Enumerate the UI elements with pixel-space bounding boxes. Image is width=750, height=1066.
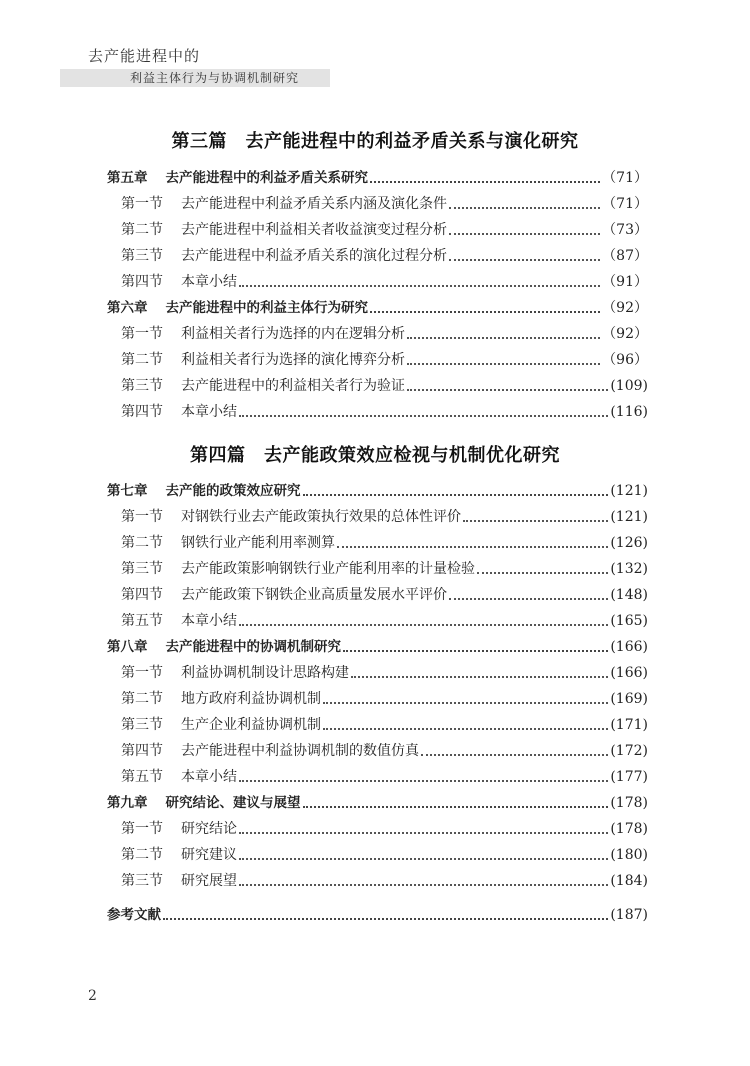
toc-number: 第一节: [121, 821, 163, 837]
toc-title: 本章小结: [181, 613, 237, 629]
toc-title: 去产能进程中的利益相关者行为验证: [181, 378, 405, 394]
leader-dots: [407, 337, 600, 339]
toc-title: 研究展望: [181, 873, 237, 889]
leader-dots: [323, 702, 608, 704]
leader-dots: [337, 546, 608, 548]
toc-title: 利益相关者行为选择的演化博弈分析: [181, 352, 405, 368]
toc-chapter-9[interactable]: [107, 790, 648, 814]
part-title-4: 第四篇 去产能政策效应检视与机制优化研究: [190, 445, 560, 466]
leader-dots: [351, 676, 608, 678]
toc-title: 研究结论: [181, 821, 237, 837]
toc-section[interactable]: [121, 556, 648, 580]
toc-page: （92）: [602, 326, 648, 342]
leader-dots: [421, 754, 608, 756]
toc-title: 去产能进程中的协调机制研究: [165, 639, 341, 655]
toc-title: 去产能进程中利益相关者收益演变过程分析: [181, 222, 447, 238]
toc-title: 去产能政策下钢铁企业高质量发展水平评价: [181, 587, 447, 603]
toc-title: 去产能进程中的利益主体行为研究: [165, 300, 368, 316]
toc-number: 第四节: [121, 743, 163, 759]
toc-number: 第二节: [121, 535, 163, 551]
toc-number: 第二节: [121, 847, 163, 863]
toc-title: 利益协调机制设计思路构建: [181, 665, 349, 681]
toc-number: 第八章: [107, 639, 148, 655]
toc-number: 第四节: [121, 404, 163, 420]
leader-dots: [239, 858, 608, 860]
leader-dots: [239, 884, 608, 886]
toc-page: (121): [610, 483, 648, 499]
toc-title: 生产企业利益协调机制: [181, 717, 321, 733]
running-head-title: 去产能进程中的: [88, 47, 201, 65]
leader-dots: [303, 494, 609, 496]
toc-section[interactable]: [121, 191, 648, 215]
toc-chapter-6[interactable]: [107, 295, 648, 319]
toc-number: 第一节: [121, 326, 163, 342]
toc-title: 钢铁行业产能利用率测算: [181, 535, 335, 551]
toc-number: 第一节: [121, 665, 163, 681]
running-head: [60, 46, 330, 87]
toc-number: 第二节: [121, 352, 163, 368]
toc-number: 参考文献: [107, 907, 161, 923]
toc-page: (171): [610, 717, 648, 733]
toc-page: (169): [610, 691, 648, 707]
toc-page: (180): [610, 847, 648, 863]
toc-title: 地方政府利益协调机制: [181, 691, 321, 707]
toc-number: 第三节: [121, 873, 163, 889]
toc-page: (165): [610, 613, 648, 629]
leader-dots: [239, 832, 608, 834]
toc-number: 第五章: [107, 170, 148, 186]
toc-number: 第六章: [107, 300, 148, 316]
toc-page: （71）: [602, 170, 648, 186]
toc-title: 本章小结: [181, 274, 237, 290]
toc-page: (178): [610, 821, 648, 837]
leader-dots: [343, 650, 608, 652]
leader-dots: [370, 181, 600, 183]
toc-title: 去产能政策影响钢铁行业产能利用率的计量检验: [181, 561, 475, 577]
toc-number: 第九章: [107, 795, 148, 811]
toc-page: (178): [610, 795, 648, 811]
toc-section[interactable]: [121, 764, 648, 788]
toc-number: 第二节: [121, 691, 163, 707]
toc-page: (121): [610, 509, 648, 525]
leader-dots: [239, 285, 600, 287]
toc-section[interactable]: [121, 738, 648, 762]
toc-title: 去产能进程中的利益矛盾关系研究: [165, 170, 368, 186]
toc-section[interactable]: [121, 712, 648, 736]
toc-section[interactable]: [121, 399, 648, 423]
toc-page: (166): [610, 639, 648, 655]
toc-number: 第四节: [121, 274, 163, 290]
toc-page: (126): [610, 535, 648, 551]
toc-title: 对钢铁行业去产能政策执行效果的总体性评价: [181, 509, 461, 525]
toc-number: 第二节: [121, 222, 163, 238]
toc-title: 利益相关者行为选择的内在逻辑分析: [181, 326, 405, 342]
toc-number: 第一节: [121, 196, 163, 212]
toc-section[interactable]: [121, 243, 648, 267]
leader-dots: [449, 207, 600, 209]
toc-page: （91）: [602, 274, 648, 290]
toc-section[interactable]: [121, 582, 648, 606]
leader-dots: [407, 363, 600, 365]
toc-page: (184): [610, 873, 648, 889]
toc-section[interactable]: [121, 868, 648, 892]
toc-number: 第五节: [121, 613, 163, 629]
leader-dots: [477, 572, 608, 574]
toc-title: 去产能进程中利益矛盾关系的演化过程分析: [181, 248, 447, 264]
toc-number: 第三节: [121, 561, 163, 577]
toc-number: 第三节: [121, 248, 163, 264]
leader-dots: [239, 624, 608, 626]
leader-dots: [463, 520, 608, 522]
toc-section[interactable]: [121, 373, 648, 397]
toc-page: (132): [610, 561, 648, 577]
leader-dots: [407, 389, 608, 391]
toc-title: 研究结论、建议与展望: [165, 795, 301, 811]
leader-dots: [323, 728, 608, 730]
toc-page: (172): [610, 743, 648, 759]
toc-section[interactable]: [121, 660, 648, 684]
toc-number: 第三节: [121, 717, 163, 733]
toc-page: （73）: [602, 222, 648, 238]
toc-title: 研究建议: [181, 847, 237, 863]
toc-title: 去产能进程中利益矛盾关系内涵及演化条件: [181, 196, 447, 212]
toc-page: （96）: [602, 352, 648, 368]
toc-number: 第七章: [107, 483, 148, 499]
toc-section[interactable]: [121, 269, 648, 293]
toc-page: (187): [610, 907, 648, 923]
toc-section[interactable]: [121, 347, 648, 371]
toc-section[interactable]: [121, 816, 648, 840]
toc-number: 第三节: [121, 378, 163, 394]
toc-section[interactable]: [121, 686, 648, 710]
part-title-3: 第三篇 去产能进程中的利益矛盾关系与演化研究: [171, 131, 579, 152]
toc-number: 第一节: [121, 509, 163, 525]
toc-number: 第四节: [121, 587, 163, 603]
toc-references[interactable]: [107, 902, 648, 926]
toc-section[interactable]: [121, 608, 648, 632]
toc-number: 第五节: [121, 769, 163, 785]
leader-dots: [239, 415, 608, 417]
toc-page: (148): [610, 587, 648, 603]
toc-page: (177): [610, 769, 648, 785]
running-head-subtitle: 利益主体行为与协调机制研究: [60, 69, 330, 87]
toc-title: 去产能的政策效应研究: [165, 483, 301, 499]
toc-title: 本章小结: [181, 404, 237, 420]
leader-dots: [239, 780, 608, 782]
leader-dots: [449, 598, 608, 600]
toc-page: （87）: [602, 248, 648, 264]
toc-page: （71）: [602, 196, 648, 212]
toc-chapter-5[interactable]: [107, 165, 648, 189]
leader-dots: [370, 311, 600, 313]
leader-dots: [449, 233, 600, 235]
page-number: 2: [88, 988, 97, 1004]
toc-page: （92）: [602, 300, 648, 316]
leader-dots: [163, 918, 608, 920]
toc-section[interactable]: [121, 217, 648, 241]
toc-page: (116): [610, 404, 648, 420]
leader-dots: [303, 806, 609, 808]
toc-page: (166): [610, 665, 648, 681]
toc-chapter-7[interactable]: [107, 478, 648, 502]
toc-chapter-8[interactable]: [107, 634, 648, 658]
toc-page: (109): [610, 378, 648, 394]
toc-section[interactable]: [121, 530, 648, 554]
toc-title: 本章小结: [181, 769, 237, 785]
toc-section[interactable]: [121, 321, 648, 345]
toc-section[interactable]: [121, 504, 648, 528]
toc-title: 去产能进程中利益协调机制的数值仿真: [181, 743, 419, 759]
leader-dots: [449, 259, 600, 261]
toc-section[interactable]: [121, 842, 648, 866]
